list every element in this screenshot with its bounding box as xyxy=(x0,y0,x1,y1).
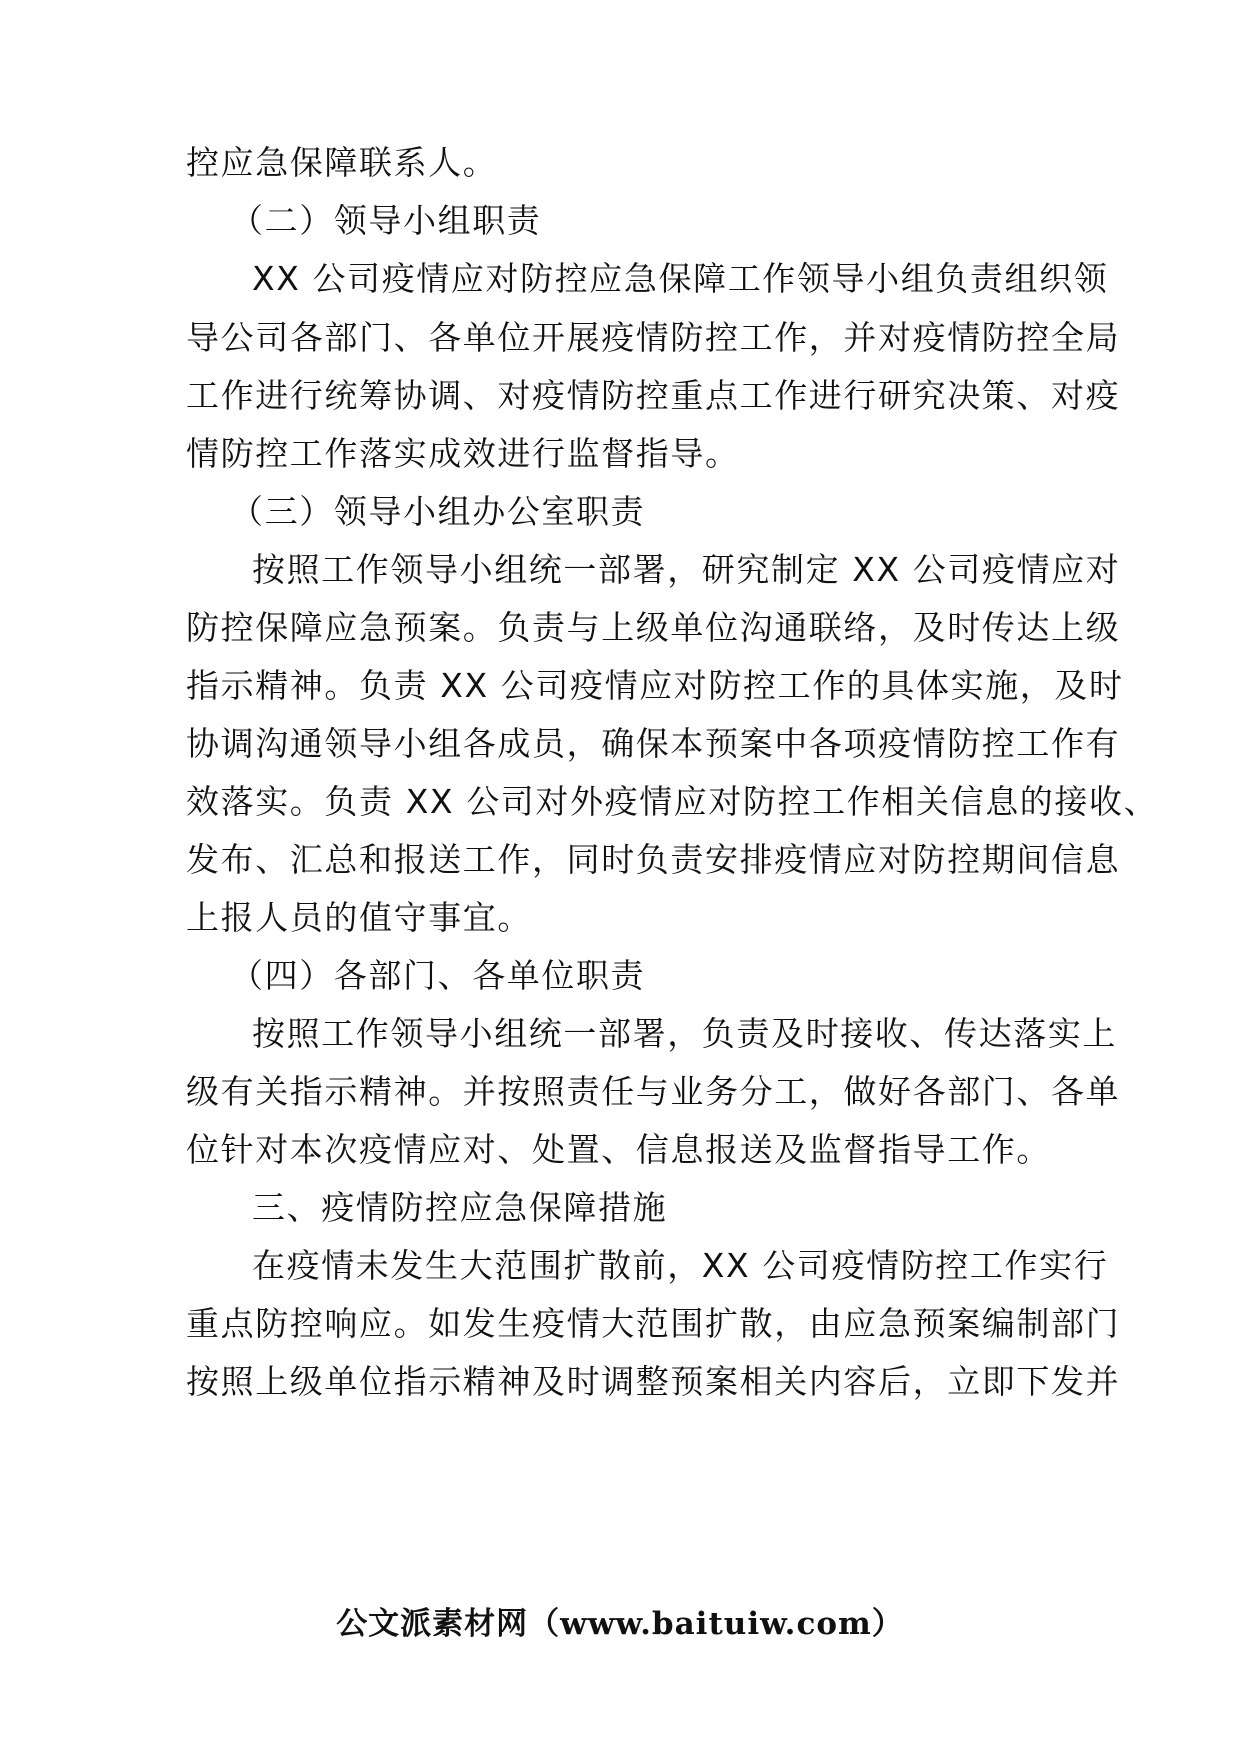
paragraph-line: 按照工作领导小组统一部署，负责及时接收、传达落实上 xyxy=(252,1014,1117,1053)
section-heading: （四）各部门、各单位职责 xyxy=(230,956,646,995)
section-heading: （三）领导小组办公室职责 xyxy=(230,492,646,531)
paragraph-line: 指示精神。负责 XX 公司疫情应对防控工作的具体实施，及时 xyxy=(186,666,1124,705)
paragraph-line: 按照上级单位指示精神及时调整预案相关内容后，立即下发并 xyxy=(186,1362,1121,1401)
paragraph-line: 在疫情未发生大范围扩散前，XX 公司疫情防控工作实行 xyxy=(252,1246,1109,1285)
paragraph-line: 控应急保障联系人。 xyxy=(186,143,498,182)
section-heading: （二）领导小组职责 xyxy=(230,201,542,240)
paragraph-line: 位针对本次疫情应对、处置、信息报送及监督指导工作。 xyxy=(186,1130,1051,1169)
paragraph-line: 防控保障应急预案。负责与上级单位沟通联络，及时传达上级 xyxy=(186,608,1121,647)
paragraph-line: 效落实。负责 XX 公司对外疫情应对防控工作相关信息的接收、 xyxy=(186,782,1159,821)
paragraph-line: 级有关指示精神。并按照责任与业务分工，做好各部门、各单 xyxy=(186,1072,1121,1111)
paragraph-line: 按照工作领导小组统一部署，研究制定 XX 公司疫情应对 xyxy=(252,550,1121,589)
paragraph-line: XX 公司疫情应对防控应急保障工作领导小组负责组织领 xyxy=(252,259,1109,298)
footer-watermark: 公文派素材网（www.baituiw.com） xyxy=(336,1606,904,1642)
paragraph-line: 上报人员的值守事宜。 xyxy=(186,898,532,937)
paragraph-line: 发布、汇总和报送工作，同时负责安排疫情应对防控期间信息 xyxy=(186,840,1121,879)
paragraph-line: 重点防控响应。如发生疫情大范围扩散，由应急预案编制部门 xyxy=(186,1304,1121,1343)
paragraph-line: 协调沟通领导小组各成员，确保本预案中各项疫情防控工作有 xyxy=(186,724,1121,763)
paragraph-line: 导公司各部门、各单位开展疫情防控工作，并对疫情防控全局 xyxy=(186,318,1121,357)
section-heading: 三、疫情防控应急保障措施 xyxy=(252,1188,668,1227)
paragraph-line: 情防控工作落实成效进行监督指导。 xyxy=(186,434,740,473)
paragraph-line: 工作进行统筹协调、对疫情防控重点工作进行研究决策、对疫 xyxy=(186,376,1121,415)
